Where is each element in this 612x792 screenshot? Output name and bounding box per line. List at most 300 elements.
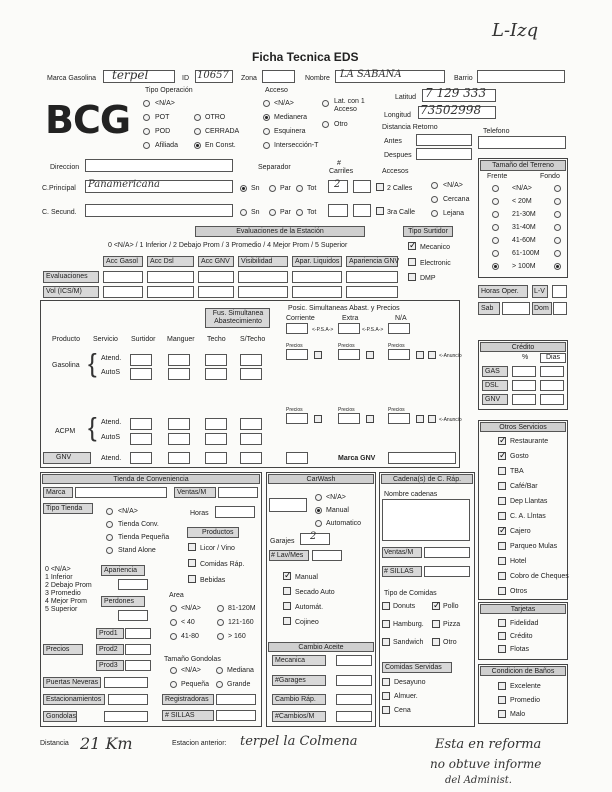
cadena-header: Cadena(s) de C. Ráp. — [381, 474, 473, 484]
tipo-surtidor-header: Tipo Surtidor — [403, 226, 453, 237]
gas-anuncio-check-1[interactable] — [366, 351, 374, 359]
otros-check-7[interactable] — [498, 542, 506, 550]
radio-op-en-const[interactable] — [194, 142, 201, 149]
sab-label: Sab — [481, 305, 494, 312]
marca-gnv-label: Marca GNV — [338, 455, 376, 462]
eval-col-4: Apar. Liquidos — [295, 258, 340, 265]
registradoras-field[interactable] — [216, 694, 256, 705]
radio-tienda-tipo-3[interactable] — [106, 547, 113, 554]
radio-fondo-3[interactable] — [554, 224, 561, 231]
licor-label: Licor / Vino — [200, 545, 235, 552]
productos-label: Productos — [202, 529, 234, 536]
servida-check-1[interactable] — [382, 692, 390, 700]
cadena-ventas-label: Ventas/M — [384, 549, 414, 556]
perdones-label: Perdones — [104, 598, 134, 605]
banos-header: Condicion de Baños — [480, 666, 566, 676]
radio-gondola-2[interactable] — [216, 667, 223, 674]
radio-fondo-1[interactable] — [554, 198, 561, 205]
radio-area-5[interactable] — [217, 633, 224, 640]
servida-0: Desayuno — [394, 679, 426, 686]
gas-cell-1-2[interactable] — [205, 368, 227, 380]
gnv-manguer[interactable] — [168, 452, 190, 464]
electronic-check[interactable] — [408, 258, 416, 266]
credito-pct-2[interactable] — [512, 394, 536, 405]
radio-fondo-6[interactable] — [554, 263, 561, 270]
credito-dias-0[interactable] — [540, 366, 564, 377]
dmp-check[interactable] — [408, 273, 416, 281]
radio-dist-cercana[interactable] — [431, 196, 438, 203]
cw-manual-check[interactable] — [283, 572, 291, 580]
credito-dias-2[interactable] — [540, 394, 564, 405]
eval-col-2: Acc GNV — [201, 258, 230, 265]
radio-acc-medianera[interactable] — [263, 114, 270, 121]
gas-precio-1[interactable] — [338, 349, 360, 360]
eval-col-0: Acc Gasol — [106, 258, 138, 265]
gnv-precio[interactable] — [286, 452, 308, 464]
tarjetas-check-0[interactable] — [498, 619, 506, 627]
corner-note: L-Izq — [492, 20, 539, 41]
eval-cell-2[interactable] — [198, 271, 234, 283]
estacionamientos-label: Estacionamientos — [46, 696, 102, 703]
otros-check-3[interactable] — [498, 482, 506, 490]
radio-gondola-1[interactable] — [170, 681, 177, 688]
banos-check-1[interactable] — [498, 696, 506, 704]
gas-cell-0-2[interactable] — [205, 354, 227, 366]
banos-item-1: Promedio — [510, 697, 540, 704]
comida-2: Hamburg. — [393, 621, 424, 628]
vol-cell-2[interactable] — [198, 286, 234, 298]
tres-calle-label: 3ra Calle — [387, 209, 416, 216]
gas-cell-0-1[interactable] — [168, 354, 190, 366]
servida-check-0[interactable] — [382, 678, 390, 686]
bcg-logo: BCG — [45, 98, 131, 142]
acpm-cell-1-0[interactable] — [130, 433, 152, 445]
gas-cell-0-3[interactable] — [240, 354, 262, 366]
radio-dist-lejana[interactable] — [431, 210, 438, 217]
acpm-anuncio-check-1[interactable] — [366, 415, 374, 423]
otros-item-9: Cobro de Cheques — [510, 573, 569, 580]
radio-dist-na[interactable] — [431, 182, 438, 189]
cw-cojineo-check[interactable] — [283, 617, 291, 625]
op-pod-label: POD — [155, 128, 171, 135]
acpm-cell-1-1[interactable] — [168, 433, 190, 445]
acpm-precio-2[interactable] — [388, 413, 410, 424]
zona-field[interactable] — [262, 70, 295, 83]
radio-cw-na[interactable] — [315, 494, 322, 501]
tarjetas-item-2: Flotas — [510, 646, 530, 653]
vol-cell-4[interactable] — [292, 286, 342, 298]
radio-cw-auto[interactable] — [315, 520, 322, 527]
eval-cell-4[interactable] — [292, 271, 342, 283]
page-title: Ficha Tecnica EDS — [252, 50, 359, 64]
credito-row-0: GAS — [485, 368, 500, 375]
perdones-field[interactable] — [118, 610, 148, 621]
frente-label: Frente — [487, 173, 508, 180]
banos-check-0[interactable] — [498, 682, 506, 690]
banos-item-2: Malo — [510, 711, 526, 718]
cambios-m-label: #Cambios/M — [275, 713, 315, 720]
lav-mes-field[interactable] — [312, 550, 342, 561]
radio-fondo-4[interactable] — [554, 237, 561, 244]
gondola-opt-3: Grande — [227, 681, 251, 688]
radio-acc-interseccion[interactable] — [263, 142, 270, 149]
apariencia-field[interactable] — [118, 579, 148, 590]
acpm-atend-label: Atend. — [101, 419, 122, 426]
acpm-label: ACPM — [55, 428, 76, 435]
cw-secado-check[interactable] — [283, 587, 291, 595]
eval-col-5: Apariencia GNV — [349, 258, 400, 265]
radio-gondola-0[interactable] — [170, 667, 177, 674]
radio-acc-esquinera[interactable] — [263, 128, 270, 135]
otros-check-5[interactable] — [498, 512, 506, 520]
gondolas-field[interactable] — [104, 711, 148, 722]
area-opt-3: 81-120M — [228, 605, 256, 612]
col-servicio: Servicio — [93, 336, 118, 343]
acpm-cell-1-3[interactable] — [240, 433, 262, 445]
radio-op-otro[interactable] — [194, 114, 201, 121]
tarjetas-header: Tarjetas — [480, 604, 566, 614]
radio-fondo-2[interactable] — [554, 211, 561, 218]
marca-gnv-field[interactable] — [388, 452, 456, 464]
acpm-precios-2: Precios — [388, 407, 405, 413]
acpm-precio-0[interactable] — [286, 413, 308, 424]
cadena-sillas-label: # SILLAS — [384, 568, 414, 575]
radio-sep2-tot[interactable] — [296, 209, 303, 216]
bebidas-check[interactable] — [188, 575, 196, 583]
garajes-value: 2 — [310, 531, 317, 542]
radio-sep-sn[interactable] — [240, 185, 247, 192]
sab-field[interactable] — [502, 302, 530, 315]
antes-field[interactable] — [416, 134, 472, 146]
cadena-sillas-field[interactable] — [424, 566, 470, 577]
lv-field[interactable] — [552, 285, 567, 298]
sep2-tot-label: Tot — [307, 209, 317, 216]
radio-sep-tot[interactable] — [296, 185, 303, 192]
marca-value: terpel — [112, 68, 149, 82]
nombre-value: LA SABANA — [340, 69, 402, 80]
carwash-header: CarWash — [268, 474, 374, 484]
latitud-label: Latitud — [395, 94, 417, 101]
comida-check-1[interactable] — [432, 602, 440, 610]
na-label: N/A — [395, 315, 407, 322]
gas-cell-0-0[interactable] — [130, 354, 152, 366]
direccion-field[interactable] — [85, 159, 233, 172]
separador-label: Separador — [258, 164, 291, 171]
eval-cell-5[interactable] — [346, 271, 398, 283]
footer-estacion-label: Estacion anterior: — [172, 740, 227, 747]
acc-otro-label: Otro — [334, 121, 348, 128]
radio-acc-na[interactable] — [263, 100, 270, 107]
tienda-marca-label: Marca — [46, 489, 66, 496]
banos-item-0: Excelente — [510, 683, 541, 690]
otros-check-0[interactable] — [498, 437, 506, 445]
comidas-check[interactable] — [188, 559, 196, 567]
comida-check-3[interactable] — [432, 620, 440, 628]
estacionamientos-field[interactable] — [108, 694, 148, 705]
op-pot-label: POT — [155, 114, 170, 121]
dom-field[interactable] — [553, 302, 567, 315]
mecanico-check[interactable] — [408, 242, 416, 250]
radio-frente-6[interactable] — [492, 263, 499, 270]
radio-frente-2[interactable] — [492, 211, 499, 218]
acpm-cell-0-0[interactable] — [130, 418, 152, 430]
horas-label: Horas Oper. — [481, 288, 519, 295]
acpm-brace: { — [88, 412, 97, 442]
radio-op-pot[interactable] — [143, 114, 150, 121]
prod2-field[interactable] — [125, 644, 151, 655]
prod1-field[interactable] — [125, 628, 151, 639]
accesos-label: Accesos — [382, 168, 409, 175]
gnv-atend-label: Atend. — [101, 455, 122, 462]
gas-anuncio-check-0[interactable] — [314, 351, 322, 359]
comida-4: Sandwich — [393, 639, 424, 646]
nombre-label: Nombre — [305, 75, 330, 82]
accesos-field-2[interactable] — [353, 204, 371, 217]
servida-check-2[interactable] — [382, 706, 390, 714]
radio-frente-0[interactable] — [492, 185, 499, 192]
csecund-label: C. Secund. — [42, 209, 77, 216]
acc-interseccion-label: Intersección-T — [274, 142, 319, 149]
gondola-opt-0: <N/A> — [181, 667, 201, 674]
eval-cell-3[interactable] — [238, 271, 288, 283]
acpm-anuncio-label: <-Anuncio — [439, 417, 462, 423]
credito-row-1: DSL — [485, 382, 499, 389]
posic-label: Posic. Simultaneas Abast. y Precios — [288, 305, 400, 312]
barrio-label: Barrio — [454, 75, 473, 82]
mecanico-label: Mecanico — [420, 244, 450, 251]
tamano-opt-2: 21-30M — [512, 211, 536, 218]
cambio-rap-label: Cambio Ráp. — [275, 696, 316, 703]
tienda-marca-field[interactable] — [75, 487, 167, 498]
prod3-field[interactable] — [125, 660, 151, 671]
radio-frente-4[interactable] — [492, 237, 499, 244]
eval-cell-1[interactable] — [147, 271, 194, 283]
otros-item-10: Otros — [510, 588, 528, 595]
eval-cell-0[interactable] — [103, 271, 143, 283]
comida-check-5[interactable] — [432, 638, 440, 646]
gnv-techo[interactable] — [205, 452, 227, 464]
cprincipal-label: C.Principal — [42, 185, 76, 192]
gasolina-label: Gasolina — [52, 362, 80, 369]
psa-label-1: <-P.S.A-> — [312, 327, 334, 333]
telefono-field[interactable] — [478, 136, 566, 149]
dos-calles-check[interactable] — [376, 183, 384, 191]
footer-note-3: del Administ. — [445, 775, 512, 786]
prod3-label: Prod3 — [99, 662, 118, 669]
col-surtidor: Surtidor — [131, 336, 156, 343]
gondola-opt-2: Mediana — [227, 667, 254, 674]
credito-dias-1[interactable] — [540, 380, 564, 391]
tienda-scale-3: 3 Promedio — [45, 590, 81, 597]
otros-check-6[interactable] — [498, 527, 506, 535]
accesos-field-1[interactable] — [353, 180, 371, 193]
cadena-nombre-field[interactable] — [382, 499, 470, 541]
pos-na[interactable] — [388, 323, 410, 334]
comida-check-4[interactable] — [382, 638, 390, 646]
barrio-field[interactable] — [477, 70, 565, 83]
cw-check-manual-label: Manual — [295, 574, 318, 581]
otros-item-2: TBA — [510, 468, 524, 475]
acpm-cell-0-1[interactable] — [168, 418, 190, 430]
radio-sep2-sn[interactable] — [240, 209, 247, 216]
garages-field[interactable] — [336, 675, 372, 686]
radio-tienda-tipo-0[interactable] — [106, 508, 113, 515]
acpm-cell-1-2[interactable] — [205, 433, 227, 445]
sep-sn-label: Sn — [251, 185, 260, 192]
pos-corriente[interactable] — [286, 323, 308, 334]
credito-pct-1[interactable] — [512, 380, 536, 391]
cambios-m-field[interactable] — [336, 711, 372, 722]
csecund-field[interactable] — [85, 204, 233, 217]
radio-frente-5[interactable] — [492, 250, 499, 257]
radio-sep-par[interactable] — [269, 185, 276, 192]
radio-area-0[interactable] — [170, 605, 177, 612]
gas-precio-2[interactable] — [388, 349, 410, 360]
pos-extra[interactable] — [338, 323, 360, 334]
gas-cell-1-3[interactable] — [240, 368, 262, 380]
sep-par-label: Par — [280, 185, 291, 192]
otros-check-9[interactable] — [498, 572, 506, 580]
radio-sep2-par[interactable] — [269, 209, 276, 216]
tarjetas-check-1[interactable] — [498, 632, 506, 640]
gas-atend-label: Atend. — [101, 355, 122, 362]
comidas-label: Comidas Ráp. — [200, 561, 245, 568]
longitud-label: Longitud — [384, 112, 411, 119]
radio-op-cerrada[interactable] — [194, 128, 201, 135]
gas-precios-1: Precios — [338, 343, 355, 349]
radio-frente-1[interactable] — [492, 198, 499, 205]
credito-dias: Dias — [546, 354, 561, 361]
radio-area-2[interactable] — [170, 633, 177, 640]
tres-calle-check[interactable] — [376, 207, 384, 215]
latitud-value: 7 129 333 — [425, 86, 487, 100]
tarjetas-check-2[interactable] — [498, 645, 506, 653]
radio-op-pod[interactable] — [143, 128, 150, 135]
tienda-scale-1: 1 Inferior — [45, 574, 73, 581]
tienda-header: Tienda de Conveniencia — [42, 474, 260, 484]
otros-item-0: Restaurante — [510, 438, 549, 445]
gas-precio-0[interactable] — [286, 349, 308, 360]
acpm-cell-0-2[interactable] — [205, 418, 227, 430]
fondo-label: Fondo — [540, 173, 560, 180]
dmp-label: DMP — [420, 275, 436, 282]
prod1-label: Prod1 — [99, 630, 118, 637]
despues-field[interactable] — [416, 148, 472, 160]
radio-op-na[interactable] — [143, 100, 150, 107]
electronic-label: Electronic — [420, 260, 451, 267]
vol-cell-5[interactable] — [346, 286, 398, 298]
radio-area-4[interactable] — [217, 619, 224, 626]
acpm-precio-1[interactable] — [338, 413, 360, 424]
servida-1: Almuer. — [394, 693, 418, 700]
radio-fondo-0[interactable] — [554, 185, 561, 192]
mecanica-field[interactable] — [336, 655, 372, 666]
cw-automat-label: Automát. — [295, 604, 324, 611]
gas-cell-1-0[interactable] — [130, 368, 152, 380]
carriles2-field[interactable] — [328, 204, 348, 217]
tipo-tienda-label: Tipo Tienda — [46, 505, 83, 512]
tamano-opt-1: < 20M — [512, 198, 532, 205]
otros-check-10[interactable] — [498, 587, 506, 595]
despues-label: Despues — [384, 152, 412, 159]
credito-pct-0[interactable] — [512, 366, 536, 377]
licor-check[interactable] — [188, 543, 196, 551]
tienda-sillas-field[interactable] — [216, 710, 256, 721]
tienda-horas-field[interactable] — [215, 506, 255, 518]
cambio-rap-field[interactable] — [336, 694, 372, 705]
radio-fondo-5[interactable] — [554, 250, 561, 257]
comidas-servidas-label: Comidas Servidas — [385, 664, 442, 671]
area-opt-2: 41-80 — [181, 633, 199, 640]
acpm-cell-0-3[interactable] — [240, 418, 262, 430]
gnv-surtidor[interactable] — [130, 452, 152, 464]
credito-header: Crédito — [480, 342, 566, 352]
radio-acc-otro[interactable] — [322, 121, 329, 128]
dist-na-label: <N/A> — [443, 182, 463, 189]
otros-check-4[interactable] — [498, 497, 506, 505]
comida-check-2[interactable] — [382, 620, 390, 628]
puertas-field[interactable] — [104, 677, 148, 688]
cadena-ventas-field[interactable] — [424, 547, 470, 558]
acc-medianera-label: Medianera — [274, 114, 308, 121]
carriles-value: 2 — [334, 179, 341, 190]
radio-tienda-tipo-1[interactable] — [106, 521, 113, 528]
banos-check-2[interactable] — [498, 710, 506, 718]
acpm-anuncio-check-2[interactable] — [416, 415, 424, 423]
acpm-anuncio-check-0[interactable] — [314, 415, 322, 423]
otros-check-1[interactable] — [498, 452, 506, 460]
otros-check-2[interactable] — [498, 467, 506, 475]
gas-anuncio-check[interactable] — [428, 351, 436, 359]
mecanica-label: Mecanica — [275, 657, 305, 664]
acpm-anuncio-check[interactable] — [428, 415, 436, 423]
gnv-stecho[interactable] — [240, 452, 262, 464]
otros-check-8[interactable] — [498, 557, 506, 565]
radio-acc-lat[interactable] — [322, 100, 329, 107]
tienda-ventas-field[interactable] — [218, 487, 258, 498]
comida-check-0[interactable] — [382, 602, 390, 610]
vol-cell-0[interactable] — [103, 286, 143, 298]
comida-1: Pollo — [443, 603, 459, 610]
radio-tienda-tipo-2[interactable] — [106, 534, 113, 541]
radio-frente-3[interactable] — [492, 224, 499, 231]
footer-note-1: Esta en reforma — [435, 737, 542, 752]
radio-cw-manual[interactable] — [315, 507, 322, 514]
tienda-scale-2: 2 Debajo Prom — [45, 582, 92, 589]
vol-cell-1[interactable] — [147, 286, 194, 298]
radio-area-1[interactable] — [170, 619, 177, 626]
radio-op-afiliada[interactable] — [143, 142, 150, 149]
gas-anuncio-check-2[interactable] — [416, 351, 424, 359]
cw-na-label: <N/A> — [326, 494, 346, 501]
tamano-header: Tamaño del Terreno — [480, 160, 566, 171]
eval-col-1: Acc Dsl — [150, 258, 174, 265]
psa-label-2: <-P.S.A-> — [362, 327, 384, 333]
cw-automat-check[interactable] — [283, 602, 291, 610]
acc-lat-label: Lat. con 1 Acceso — [334, 98, 365, 113]
tienda-tipo-0: <N/A> — [118, 508, 138, 515]
radio-area-3[interactable] — [217, 605, 224, 612]
bebidas-label: Bebidas — [200, 577, 226, 584]
zona-label: Zona — [241, 75, 257, 82]
dist-lejana-label: Lejana — [443, 210, 465, 217]
area-opt-0: <N/A> — [181, 605, 201, 612]
cw-secado-label: Secado Auto — [295, 589, 335, 596]
gas-cell-1-1[interactable] — [168, 368, 190, 380]
radio-gondola-3[interactable] — [216, 681, 223, 688]
col-stecho: S/Techo — [240, 336, 266, 343]
vol-cell-3[interactable] — [238, 286, 288, 298]
